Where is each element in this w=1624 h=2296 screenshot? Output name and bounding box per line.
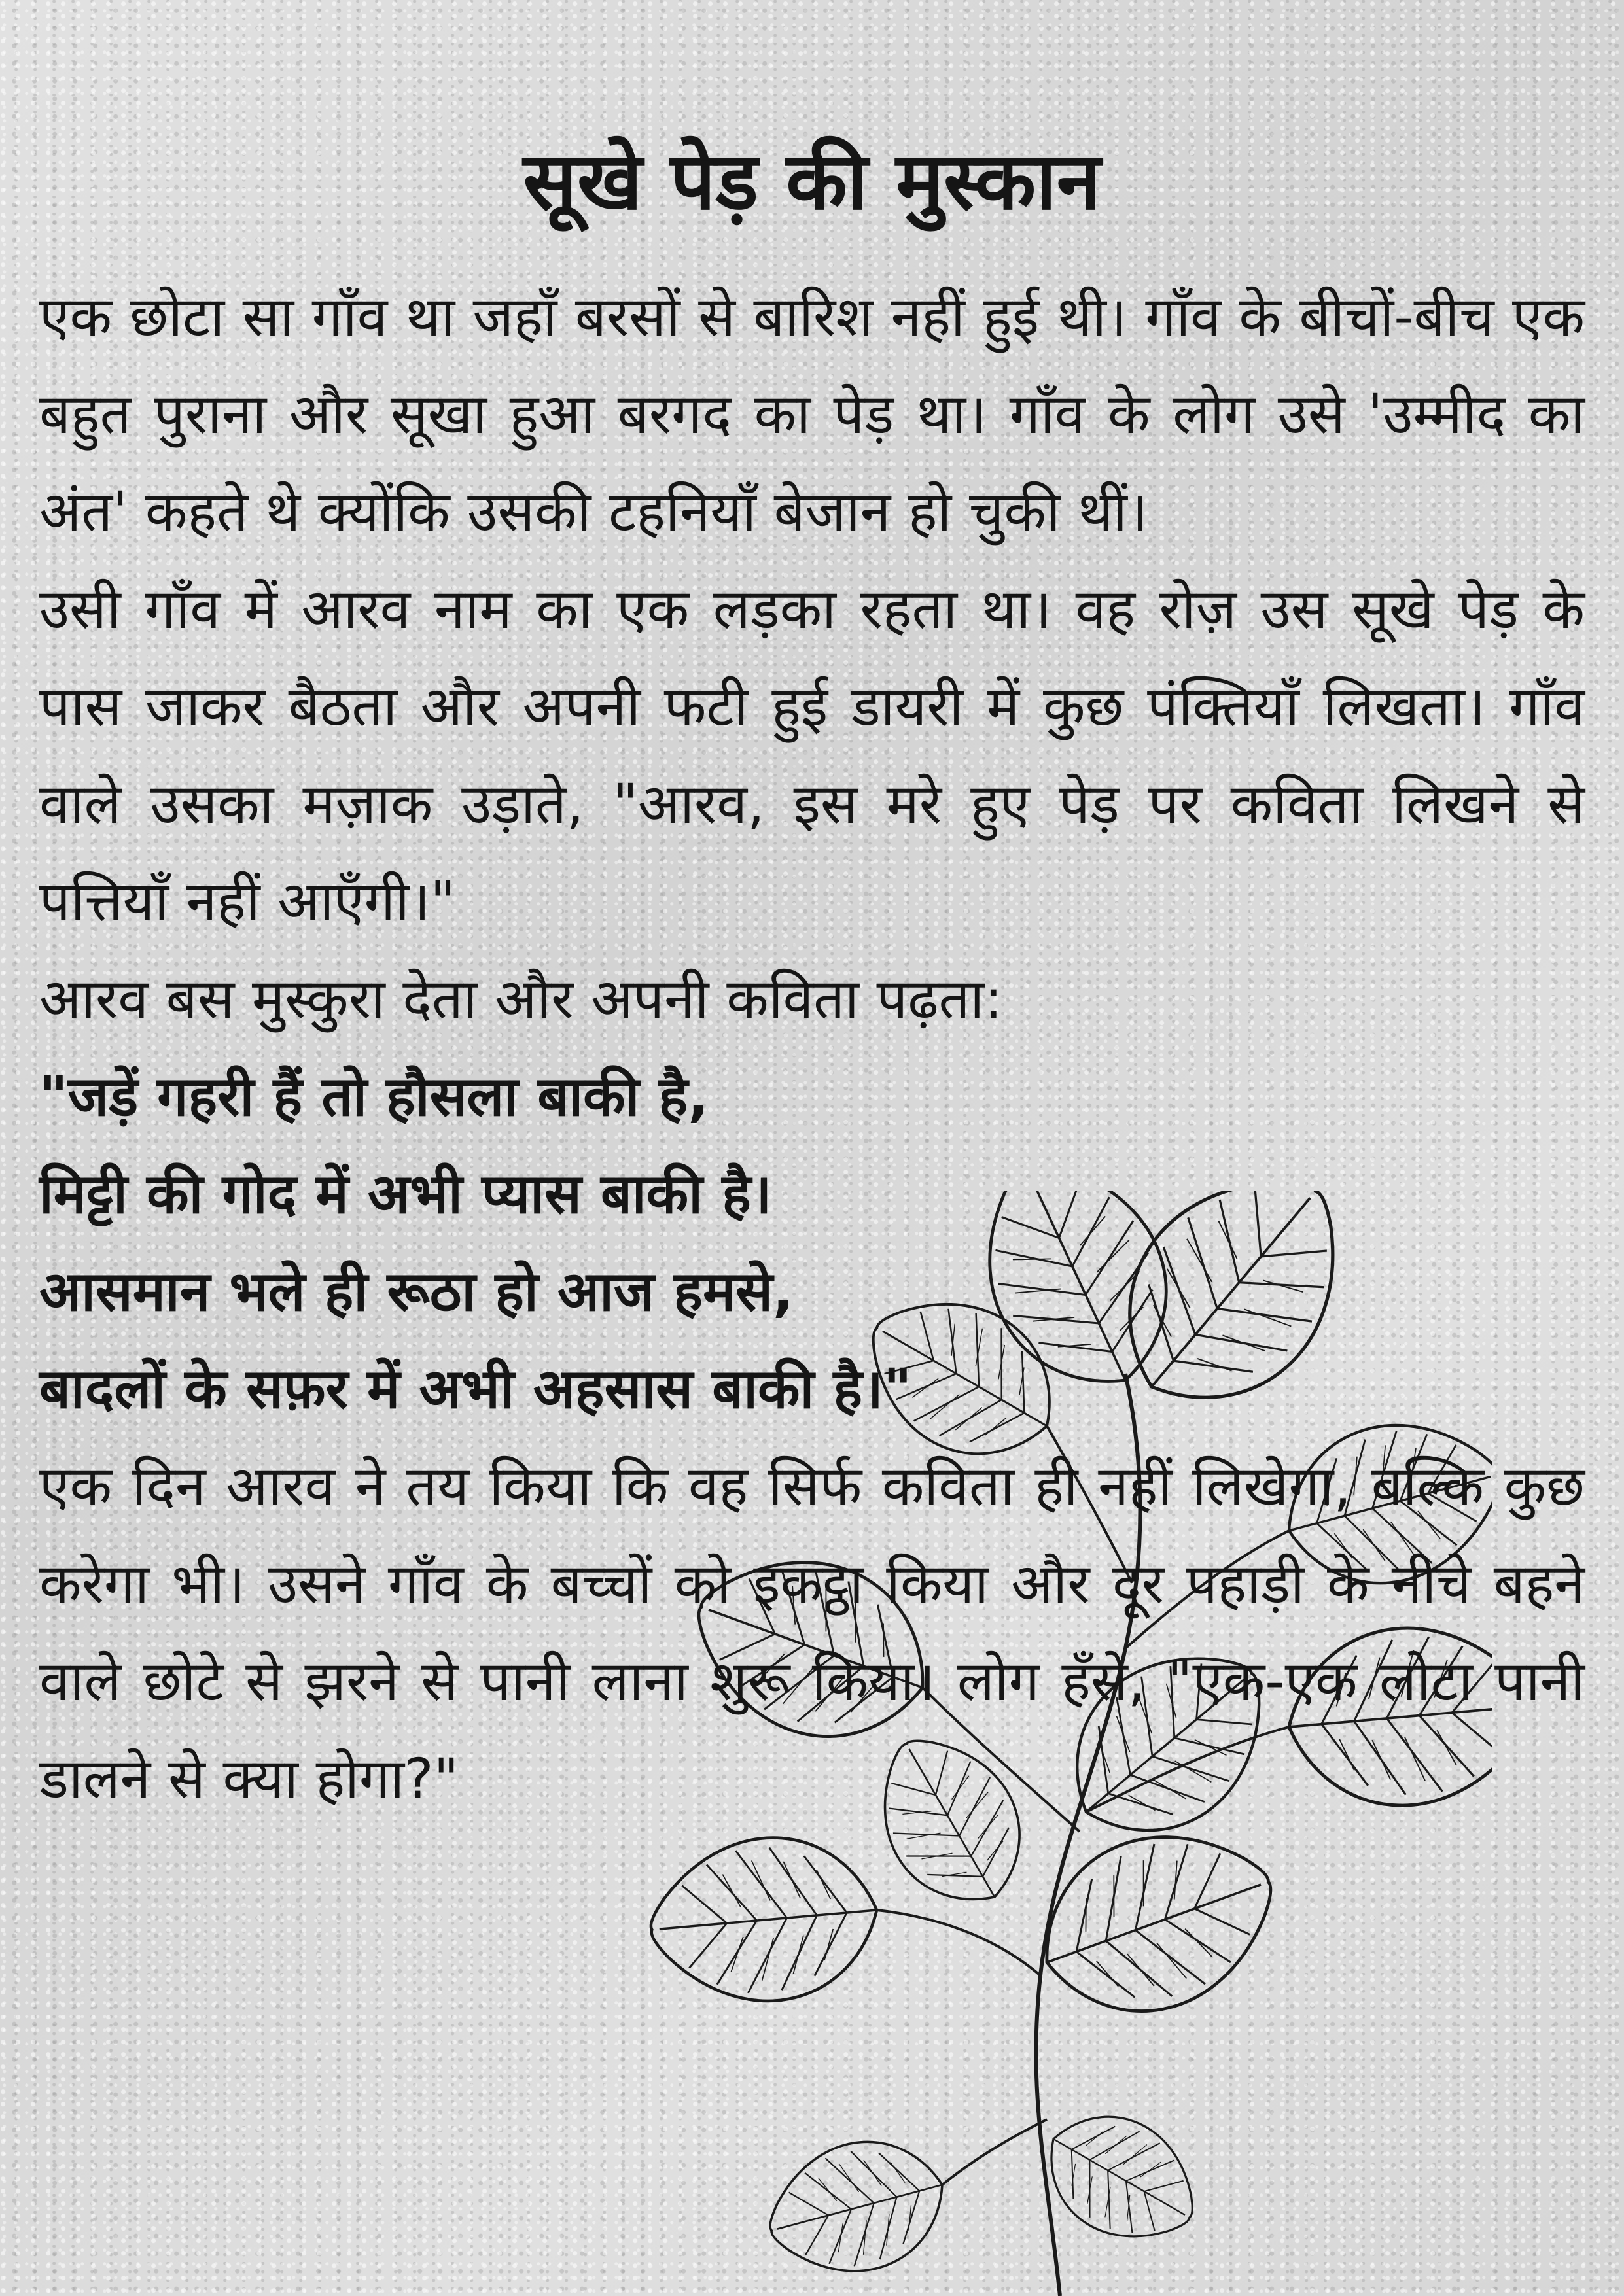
poem-line: "जड़ें गहरी हैं तो हौसला बाकी है,	[39, 1064, 709, 1128]
paragraph-closing: एक दिन आरव ने तय किया कि वह सिर्फ कविता ही नहीं लिखेगा, बल्कि कुछ करेगा भी। उसने गाँव के बच्चों को इकट्ठा किया और दूर पहाड़ी के नीचे बहने वाले छोटे से झरने से पानी लाना शुरू किया। लोग हँसे, "एक-एक लोटा पानी डालने से क्या होगा?"	[39, 1454, 1585, 1811]
story-body	[39, 268, 1585, 1828]
poem-line: मिट्टी की गोद में अभी प्यास बाकी है।	[39, 1162, 772, 1226]
poem-line: बादलों के सफ़र में अभी अहसास बाकी है।"	[39, 1357, 912, 1421]
story-title: सूखे पेड़ की मुस्कान	[523, 135, 1101, 228]
paragraph-intro: एक छोटा सा गाँव था जहाँ बरसों से बारिश नहीं हुई थी। गाँव के बीचों-बीच एक बहुत पुराना और सूखा हुआ बरगद का पेड़ था। गाँव के लोग उसे 'उम्मीद का अंत' कहते थे क्योंकि उसकी टहनियाँ बेजान हो चुकी थीं।	[39, 285, 1585, 544]
paragraph-aarav: उसी गाँव में आरव नाम का एक लड़का रहता था। वह रोज़ उस सूखे पेड़ के पास जाकर बैठता और अपनी फटी हुई डायरी में कुछ पंक्तियाँ लिखता। गाँव वाले उसका मज़ाक उड़ाते, "आरव, इस मरे हुए पेड़ पर कविता लिखने से पत्तियाँ नहीं आएँगी।"	[39, 577, 1585, 933]
poem-line: आसमान भले ही रूठा हो आज हमसे,	[39, 1259, 794, 1323]
paragraph-poem-intro: आरव बस मुस्कुरा देता और अपनी कविता पढ़ता:	[39, 967, 1003, 1031]
